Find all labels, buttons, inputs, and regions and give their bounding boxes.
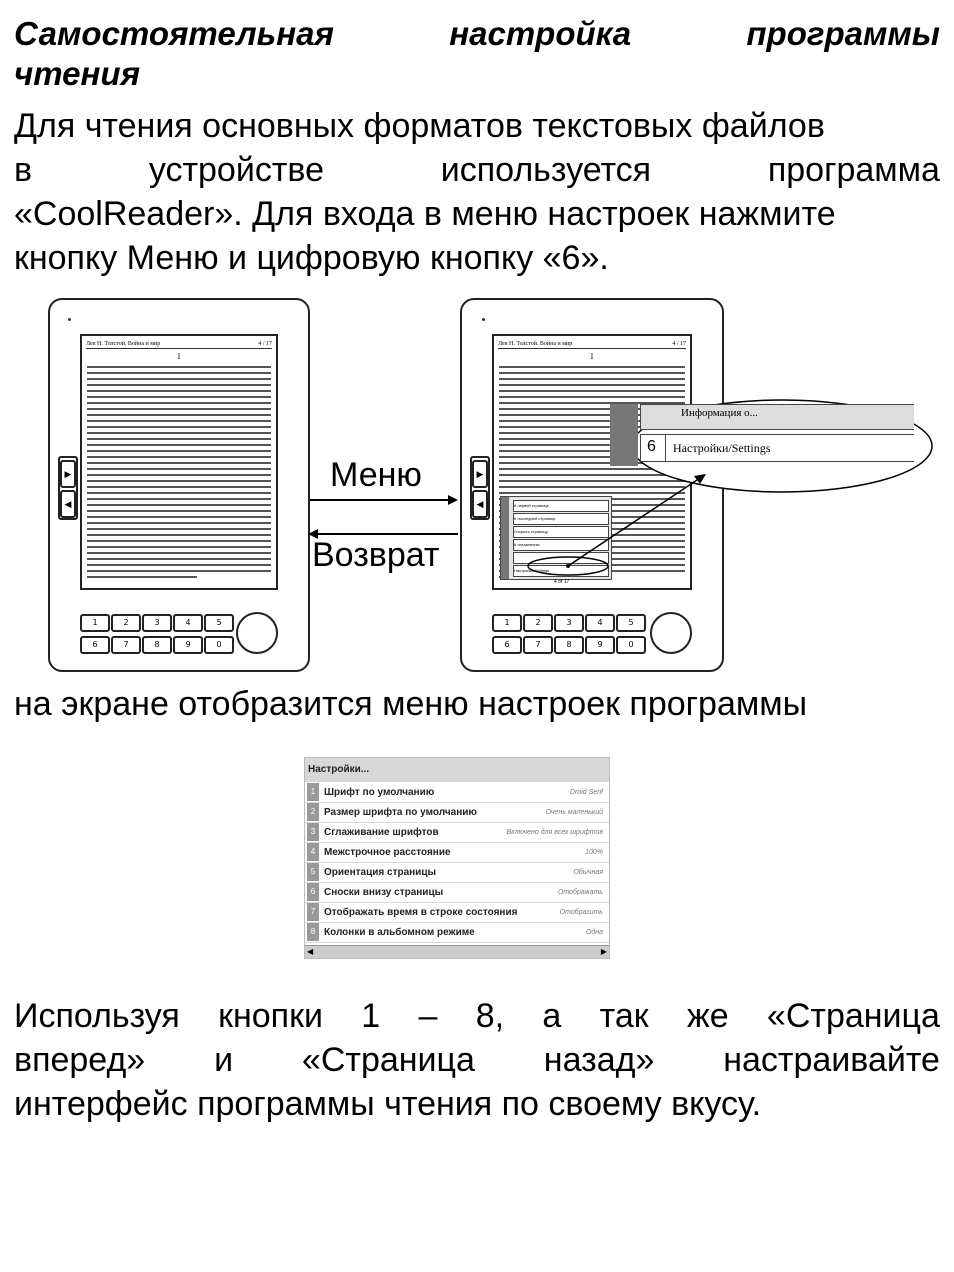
- key-9[interactable]: 9: [585, 636, 615, 654]
- row-value: Одна: [585, 928, 603, 936]
- outro-word: Используя: [14, 997, 180, 1035]
- intro-word: устройстве: [148, 151, 324, 189]
- popup-item[interactable]: Открыть страницу: [513, 526, 609, 538]
- row-label: Отображать время в строке состояния: [324, 906, 518, 918]
- heading-word: Самостоятельная: [14, 15, 334, 52]
- page-back-button[interactable]: ◀: [60, 490, 76, 518]
- key-2[interactable]: 2: [523, 614, 553, 632]
- row-value: Обычная: [573, 868, 603, 876]
- row-label: Сглаживание шрифтов: [324, 826, 439, 838]
- book-title: Лев Н. Толстой. Война и мир: [86, 341, 161, 347]
- settings-row[interactable]: [305, 902, 609, 923]
- outro-word: настраивайте: [723, 1041, 940, 1079]
- row-number: 4: [307, 843, 319, 861]
- book-title: Лев Н. Толстой. Война и мир: [498, 341, 573, 347]
- settings-row[interactable]: [305, 822, 609, 843]
- key-0[interactable]: 0: [204, 636, 234, 654]
- outro-word: а: [542, 997, 562, 1035]
- settings-row[interactable]: [305, 862, 609, 883]
- row-label: Размер шрифта по умолчанию: [324, 806, 477, 818]
- key-3[interactable]: 3: [554, 614, 584, 632]
- row-label: Межстрочное расстояние: [324, 846, 451, 858]
- row-number: 1: [307, 783, 319, 801]
- page-forward-button[interactable]: ▶: [472, 460, 488, 488]
- intro-line: кнопку Меню и цифровую кнопку «6».: [14, 239, 609, 277]
- row-label: Колонки в альбомном режиме: [324, 926, 475, 938]
- key-5[interactable]: 5: [204, 614, 234, 632]
- row-label: Ориентация страницы: [324, 866, 437, 878]
- heading-word: настройка: [449, 15, 632, 52]
- popup-item[interactable]: Настройки/Settings: [513, 565, 609, 577]
- settings-menu: [304, 757, 610, 959]
- chapter-number: I: [177, 352, 181, 361]
- row-number: 6: [307, 883, 319, 901]
- page-counter: 4 / 17: [672, 341, 686, 347]
- page-counter: 4 / 17: [258, 341, 272, 347]
- intro-line-justified: [14, 148, 940, 192]
- key-8[interactable]: 8: [554, 636, 584, 654]
- row-label: Шрифт по умолчанию: [324, 786, 435, 798]
- back-arrow-label: Возврат: [312, 536, 440, 574]
- key-7[interactable]: 7: [523, 636, 553, 654]
- settings-row[interactable]: [305, 922, 609, 943]
- settings-row[interactable]: [305, 782, 609, 803]
- outro-word: 8,: [475, 997, 505, 1035]
- horizontal-scrollbar[interactable]: [305, 945, 609, 958]
- popup-item[interactable]: К первой странице: [513, 500, 609, 512]
- key-9[interactable]: 9: [173, 636, 203, 654]
- row-value: 100%: [585, 848, 603, 856]
- key-8[interactable]: 8: [142, 636, 172, 654]
- settings-row[interactable]: [305, 882, 609, 903]
- callout-number: 6: [647, 438, 656, 455]
- outro-word: 1: [361, 997, 381, 1035]
- intro-word: используется: [440, 151, 652, 189]
- section-heading: [14, 14, 940, 94]
- row-number: 8: [307, 923, 319, 941]
- row-value: Включено для всех шрифтов: [506, 828, 603, 836]
- key-1[interactable]: 1: [492, 614, 522, 632]
- outro-line: интерфейс программы чтения по своему вкусу.: [14, 1085, 762, 1123]
- key-0[interactable]: 0: [616, 636, 646, 654]
- key-4[interactable]: 4: [585, 614, 615, 632]
- heading-line-2: чтения: [14, 55, 141, 92]
- settings-menu-title: Настройки...: [305, 758, 609, 782]
- outro-word: «Страница: [301, 1041, 475, 1079]
- outro-word: –: [418, 997, 438, 1035]
- key-6[interactable]: 6: [492, 636, 522, 654]
- device-figure: [0, 298, 954, 678]
- callout-item-top: [640, 404, 914, 430]
- row-value: Отображать: [557, 888, 603, 896]
- scroll-left-icon[interactable]: ◀: [307, 947, 314, 956]
- page-forward-button[interactable]: ▶: [60, 460, 76, 488]
- row-number: 5: [307, 863, 319, 881]
- callout-item-top-label: Информация о...: [681, 407, 758, 419]
- key-1[interactable]: 1: [80, 614, 110, 632]
- menu-arrow-label: Меню: [330, 456, 422, 494]
- outro-line-justified: [14, 1038, 940, 1082]
- row-value: Отобразить: [559, 908, 603, 916]
- intro-line: «CoolReader». Для входа в меню настроек нажмите: [14, 195, 836, 233]
- outro-line-justified: [14, 994, 940, 1038]
- row-number: 7: [307, 903, 319, 921]
- key-3[interactable]: 3: [142, 614, 172, 632]
- callout-item-label: Настройки/Settings: [673, 441, 771, 455]
- scroll-right-icon[interactable]: ▶: [600, 947, 607, 956]
- outro-word: назад»: [543, 1041, 655, 1079]
- chapter-number: I: [590, 352, 594, 361]
- intro-word: программа: [767, 151, 940, 189]
- row-number: 3: [307, 823, 319, 841]
- row-number: 2: [307, 803, 319, 821]
- key-4[interactable]: 4: [173, 614, 203, 632]
- popup-item[interactable]: К оглавлению: [513, 539, 609, 551]
- key-6[interactable]: 6: [80, 636, 110, 654]
- outro-word: и: [214, 1041, 234, 1079]
- page-indicator: 4 of 17: [554, 579, 570, 585]
- outro-word: так: [599, 997, 649, 1035]
- outro-word: «Страница: [766, 997, 940, 1035]
- key-7[interactable]: 7: [111, 636, 141, 654]
- callout-pointer: [0, 298, 954, 678]
- page-back-button[interactable]: ◀: [472, 490, 488, 518]
- row-value: Droid Serif: [569, 788, 603, 796]
- popup-item[interactable]: К последней странице: [513, 513, 609, 525]
- intro-line: Для чтения основных форматов текстовых файлов: [14, 107, 825, 145]
- settings-row[interactable]: [305, 802, 609, 823]
- row-label: Сноски внизу страницы: [324, 886, 444, 898]
- callout-zoom: [610, 404, 914, 466]
- outro-word: кнопки: [218, 997, 323, 1035]
- intro-word: в: [14, 151, 33, 189]
- row-value: Очень маленький: [545, 808, 603, 816]
- key-5[interactable]: 5: [616, 614, 646, 632]
- settings-row[interactable]: [305, 842, 609, 863]
- outro-word: же: [686, 997, 729, 1035]
- heading-word: программы: [746, 15, 940, 52]
- intro-paragraph: [14, 104, 940, 280]
- outro-paragraph: [14, 994, 940, 1126]
- caption-settings-menu: на экране отобразится меню настроек программы: [14, 685, 808, 723]
- outro-word: вперед»: [14, 1041, 146, 1079]
- callout-item-settings[interactable]: [640, 434, 914, 462]
- key-2[interactable]: 2: [111, 614, 141, 632]
